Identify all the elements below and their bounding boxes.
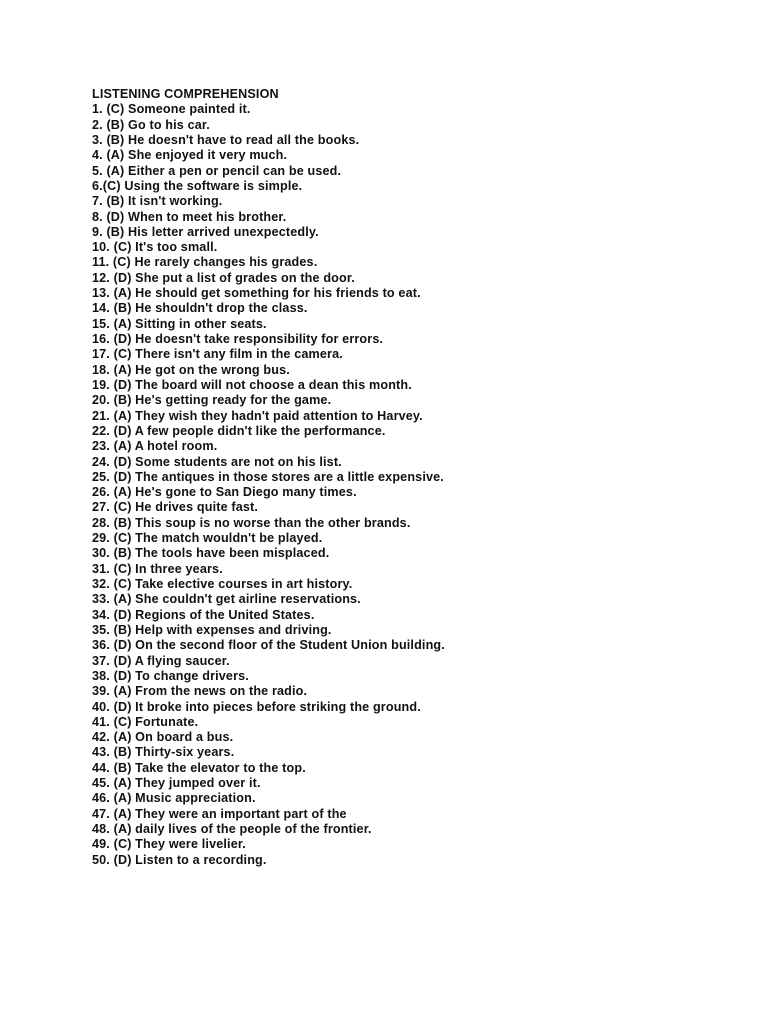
answer-line: 38. (D) To change drivers. — [92, 668, 249, 683]
answer-line: 28. (B) This soup is no worse than the other brands. — [92, 515, 411, 530]
answer-line: 44. (B) Take the elevator to the top. — [92, 760, 306, 775]
answer-line: 7. (B) It isn't working. — [92, 194, 223, 209]
answer-line: 15. (A) Sitting in other seats. — [92, 316, 267, 331]
answer-line: 32. (C) Take elective courses in art history. — [92, 577, 353, 591]
answer-line: 11. (C) He rarely changes his grades. — [92, 255, 318, 270]
section-heading: LISTENING COMPREHENSION — [92, 87, 279, 101]
answer-line: 46. (A) Music appreciation. — [92, 791, 256, 806]
answer-line: 19. (D) The board will not choose a dean this month. — [92, 377, 412, 392]
answer-line: 13. (A) He should get something for his friends to eat. — [92, 286, 421, 301]
answer-line: 42. (A) On board a bus. — [92, 730, 234, 745]
answer-line: 36. (D) On the second floor of the Student Union building. — [92, 638, 445, 653]
answer-line: 50. (D) Listen to a recording. — [92, 852, 267, 867]
answer-line: 48. (A) daily lives of the people of the frontier. — [92, 822, 372, 836]
answer-line: 27. (C) He drives quite fast. — [92, 500, 259, 515]
answer-line: 16. (D) He doesn't take responsibility for errors. — [92, 332, 384, 346]
answer-line: 29. (C) The match wouldn't be played. — [92, 531, 323, 546]
answer-line: 30. (B) The tools have been misplaced. — [92, 546, 330, 561]
answer-line: 41. (C) Fortunate. — [92, 714, 199, 729]
answer-line: 37. (D) A flying saucer. — [92, 653, 230, 668]
answer-line: 17. (C) There isn't any film in the camera. — [92, 347, 343, 362]
answer-line: 40. (D) It broke into pieces before striking the ground. — [92, 699, 421, 714]
answer-line: 21. (A) They wish they hadn't paid attention to Harvey. — [92, 408, 423, 423]
answer-line: 23. (A) A hotel room. — [92, 439, 218, 454]
answer-line: 34. (D) Regions of the United States. — [92, 607, 315, 622]
answer-line: 47. (A) They were an important part of the — [92, 806, 347, 821]
answer-line: 8. (D) When to meet his brother. — [92, 209, 287, 224]
answer-line: 45. (A) They jumped over it. — [92, 776, 261, 791]
answer-line: 4. (A) She enjoyed it very much. — [92, 148, 288, 163]
answer-line: 35. (B) Help with expenses and driving. — [92, 622, 332, 637]
answer-line: 2. (B) Go to his car. — [92, 117, 210, 132]
answer-line: 9. (B) His letter arrived unexpectedly. — [92, 224, 319, 239]
answer-line: 26. (A) He's gone to San Diego many times. — [92, 485, 357, 500]
answer-line: 14. (B) He shouldn't drop the class. — [92, 301, 308, 316]
answer-line: 6.(C) Using the software is simple. — [92, 178, 303, 193]
answer-key — [92, 87, 712, 868]
answer-line: 25. (D) The antiques in those stores are a little expensive. — [92, 469, 444, 484]
answer-line: 22. (D) A few people didn't like the performance. — [92, 423, 386, 438]
answer-line: 43. (B) Thirty-six years. — [92, 745, 235, 760]
answer-line: 20. (B) He's getting ready for the game. — [92, 393, 332, 408]
answer-line: 1. (C) Someone painted it. — [92, 102, 251, 117]
answer-line: 24. (D) Some students are not on his list. — [92, 454, 342, 469]
answer-line: 49. (C) They were livelier. — [92, 837, 246, 852]
answer-line: 5. (A) Either a pen or pencil can be used. — [92, 163, 342, 178]
answer-line: 3. (B) He doesn't have to read all the books. — [92, 132, 360, 147]
answer-line: 10. (C) It's too small. — [92, 240, 218, 255]
answer-line: 12. (D) She put a list of grades on the door. — [92, 270, 355, 285]
answer-line: 39. (A) From the news on the radio. — [92, 684, 308, 699]
answer-line: 33. (A) She couldn't get airline reservations. — [92, 592, 361, 607]
answer-line: 18. (A) He got on the wrong bus. — [92, 362, 290, 377]
answer-line: 31. (C) In three years. — [92, 561, 223, 576]
